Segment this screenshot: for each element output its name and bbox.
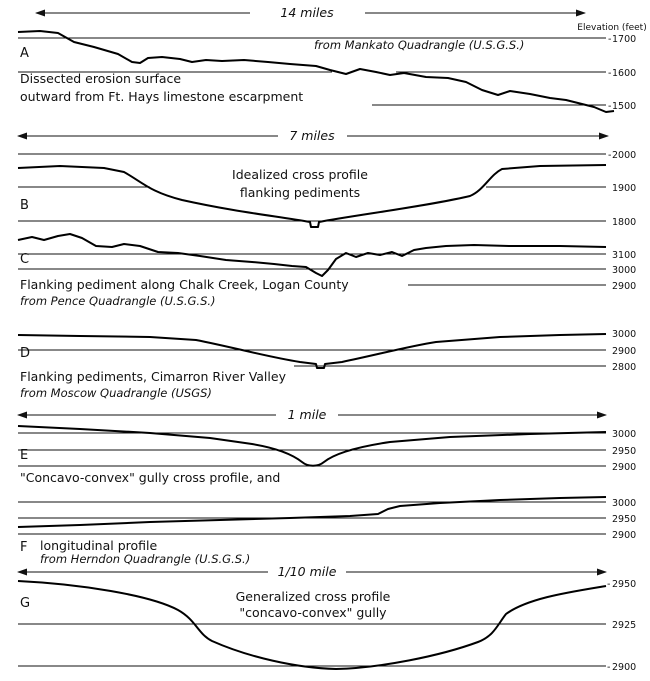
scale-bar-7-miles [18, 128, 608, 143]
panel-letter: F [20, 540, 28, 555]
source-label: from Mankato Quadrangle (U.S.G.S.) [314, 38, 525, 52]
elevation-label-mid: 2900 [612, 346, 637, 357]
elevation-axis-header: Elevation (feet) [577, 23, 647, 33]
elevation-label-mid: 2950 [612, 446, 637, 457]
elevation-dash: - [607, 579, 611, 590]
caption-line-2: outward from Ft. Hays limestone escarpment [20, 89, 304, 104]
terrain-profile [18, 334, 606, 368]
panel-letter: E [20, 448, 29, 463]
scale-bar-tenth-mile [18, 564, 606, 579]
scale-bar-14-miles [36, 5, 585, 20]
elevation-label-top: 1700 [612, 34, 637, 45]
elevation-dash: - [608, 101, 612, 112]
caption-line-2: "concavo-convex" gully [239, 605, 387, 620]
caption-line-1: Idealized cross profile [232, 167, 368, 182]
scale-label: 7 miles [289, 128, 335, 143]
panel-c [18, 234, 636, 308]
elevation-label-mid: 3000 [612, 265, 637, 276]
caption: Flanking pediments, Cimarron River Valley [20, 369, 286, 384]
panel-f [18, 497, 636, 566]
panel-d [18, 329, 636, 400]
caption-line-2: flanking pediments [239, 185, 361, 200]
caption-line-1: Generalized cross profile [235, 589, 391, 604]
scale-label: 1/10 mile [277, 564, 337, 579]
elevation-label-mid: 1900 [612, 183, 637, 194]
scale-label: 1 mile [287, 407, 327, 422]
elevation-label-bottom: 1500 [612, 101, 637, 112]
panel-letter: A [20, 46, 29, 61]
elevation-dash: - [607, 662, 611, 673]
elevation-label-top: 3100 [612, 250, 637, 261]
caption: "Concavo-convex" gully cross profile, and [20, 470, 281, 485]
elevation-label-top: 3000 [612, 498, 637, 509]
elevation-label-top: 2000 [612, 150, 637, 161]
elevation-label-mid: 2925 [612, 620, 637, 631]
panel-g [18, 579, 636, 673]
panel-e [18, 426, 636, 485]
panel-b [18, 150, 636, 228]
scale-bar-1-mile [18, 407, 606, 422]
elevation-label-top: 3000 [612, 429, 637, 440]
elevation-label-bottom: 2900 [612, 462, 637, 473]
panel-letter: C [20, 252, 30, 267]
elevation-dash: - [608, 34, 612, 45]
caption-line-1: Dissected erosion surface [20, 71, 182, 86]
elevation-dash: - [608, 150, 612, 161]
elevation-label-bottom: 2800 [612, 362, 637, 373]
elevation-label-top: 2950 [612, 579, 637, 590]
source-label: from Herndon Quadrangle (U.S.G.S.) [40, 552, 251, 566]
elevation-label-bottom: 2900 [612, 662, 637, 673]
elevation-label-mid: 1600 [612, 68, 637, 79]
terrain-profile [18, 426, 606, 466]
elevation-label-top: 3000 [612, 329, 637, 340]
elevation-label-bottom: 2900 [612, 281, 637, 292]
panel-letter: G [20, 596, 31, 611]
scale-label: 14 miles [280, 5, 334, 20]
elevation-label-bottom: 1800 [612, 217, 637, 228]
elevation-dash: - [608, 68, 612, 79]
terrain-profile [18, 234, 606, 276]
source-label: from Moscow Quadrangle (USGS) [20, 386, 212, 400]
source-label: from Pence Quadrangle (U.S.G.S.) [20, 294, 216, 308]
caption: Flanking pediment along Chalk Creek, Logan County [20, 277, 349, 292]
panel-letter: D [20, 346, 31, 361]
panel-letter: B [20, 198, 29, 213]
caption: longitudinal profile [40, 538, 158, 553]
elevation-label-bottom: 2900 [612, 530, 637, 541]
elevation-label-mid: 2950 [612, 514, 637, 525]
panel-a [18, 31, 636, 112]
